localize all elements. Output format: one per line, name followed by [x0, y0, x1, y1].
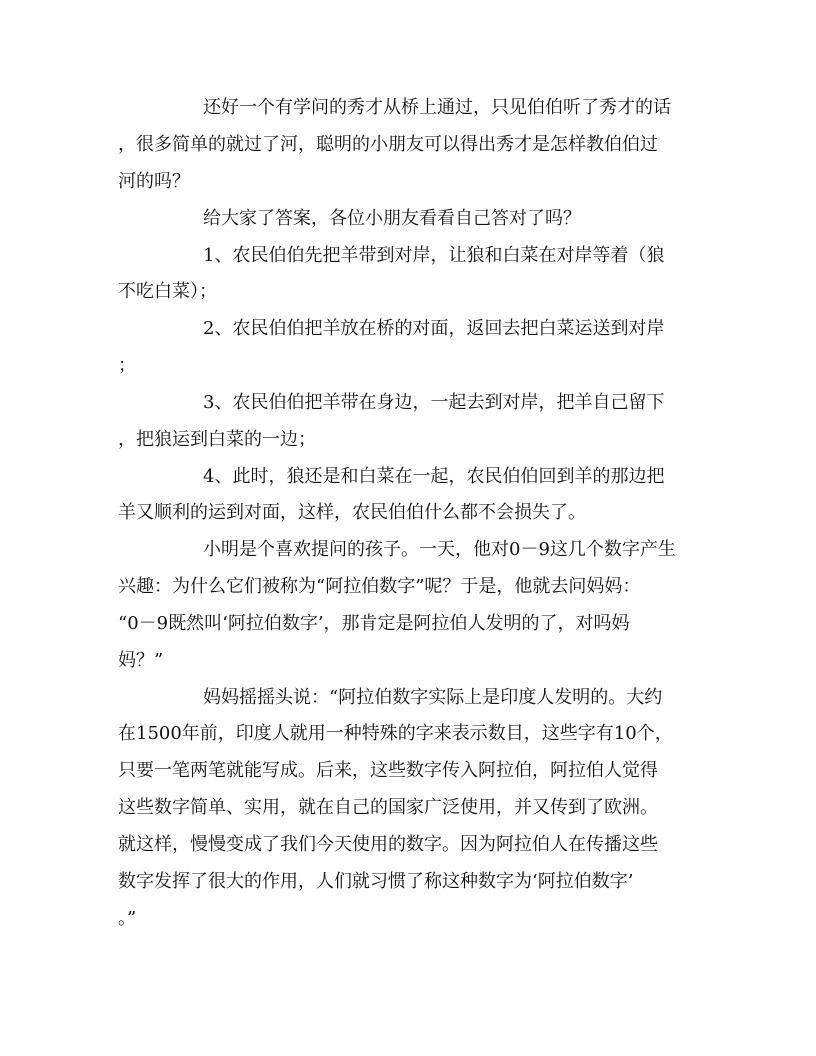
text-line: 3、农民伯伯把羊带在身边，一起去到对岸，把羊自己留下	[203, 392, 665, 413]
text-line: 2、农民伯伯把羊放在桥的对面，返回去把白菜运送到对岸	[203, 318, 665, 339]
text-line: 河的吗？	[118, 171, 190, 192]
text-line: 这些数字简单、实用，就在自己的国家广泛使用，并又传到了欧洲。	[118, 797, 658, 818]
text-line: 小明是个喜欢提问的孩子。一天，他对0－9这几个数字产生	[203, 539, 676, 560]
text-line: 还好一个有学问的秀才从桥上通过，只见伯伯听了秀才的话	[203, 97, 671, 118]
text-line: 不吃白菜）；	[118, 281, 217, 302]
text-line: 在1500年前，印度人就用一种特殊的字来表示数目，这些字有10个，	[118, 723, 673, 744]
text-line: 羊又顺利的运到对面，这样，农民伯伯什么都不会损失了。	[118, 502, 586, 523]
text-line: ；	[118, 355, 136, 376]
text-line: “0－9既然叫‘阿拉伯数字’，那肯定是阿拉伯人发明的了，对吗妈	[118, 613, 630, 634]
text-line: 数字发挥了很大的作用，人们就习惯了称这种数字为‘阿拉伯数字’	[118, 871, 634, 892]
text-line: 只要一笔两笔就能写成。后来，这些数字传入阿拉伯，阿拉伯人觉得	[118, 760, 658, 781]
text-line: ，把狼运到白菜的一边；	[118, 429, 316, 450]
text-line: 妈？”	[118, 650, 164, 671]
text-line: ，很多简单的就过了河，聪明的小朋友可以得出秀才是怎样教伯伯过	[118, 134, 658, 155]
text-line: 1、农民伯伯先把羊带到对岸，让狼和白菜在对岸等着（狼	[203, 245, 665, 266]
text-line: 4、此时，狼还是和白菜在一起，农民伯伯回到羊的那边把	[203, 466, 665, 487]
text-line: 就这样，慢慢变成了我们今天使用的数字。因为阿拉伯人在传播这些	[118, 834, 658, 855]
text-line: 给大家了答案，各位小朋友看看自己答对了吗？	[203, 208, 581, 229]
text-line: 妈妈摇摇头说：“阿拉伯数字实际上是印度人发明的。大约	[203, 687, 663, 708]
text-line: 兴趣：为什么它们被称为“阿拉伯数字”呢？于是，他就去问妈妈：	[118, 576, 641, 597]
text-line: 。”	[118, 908, 137, 929]
